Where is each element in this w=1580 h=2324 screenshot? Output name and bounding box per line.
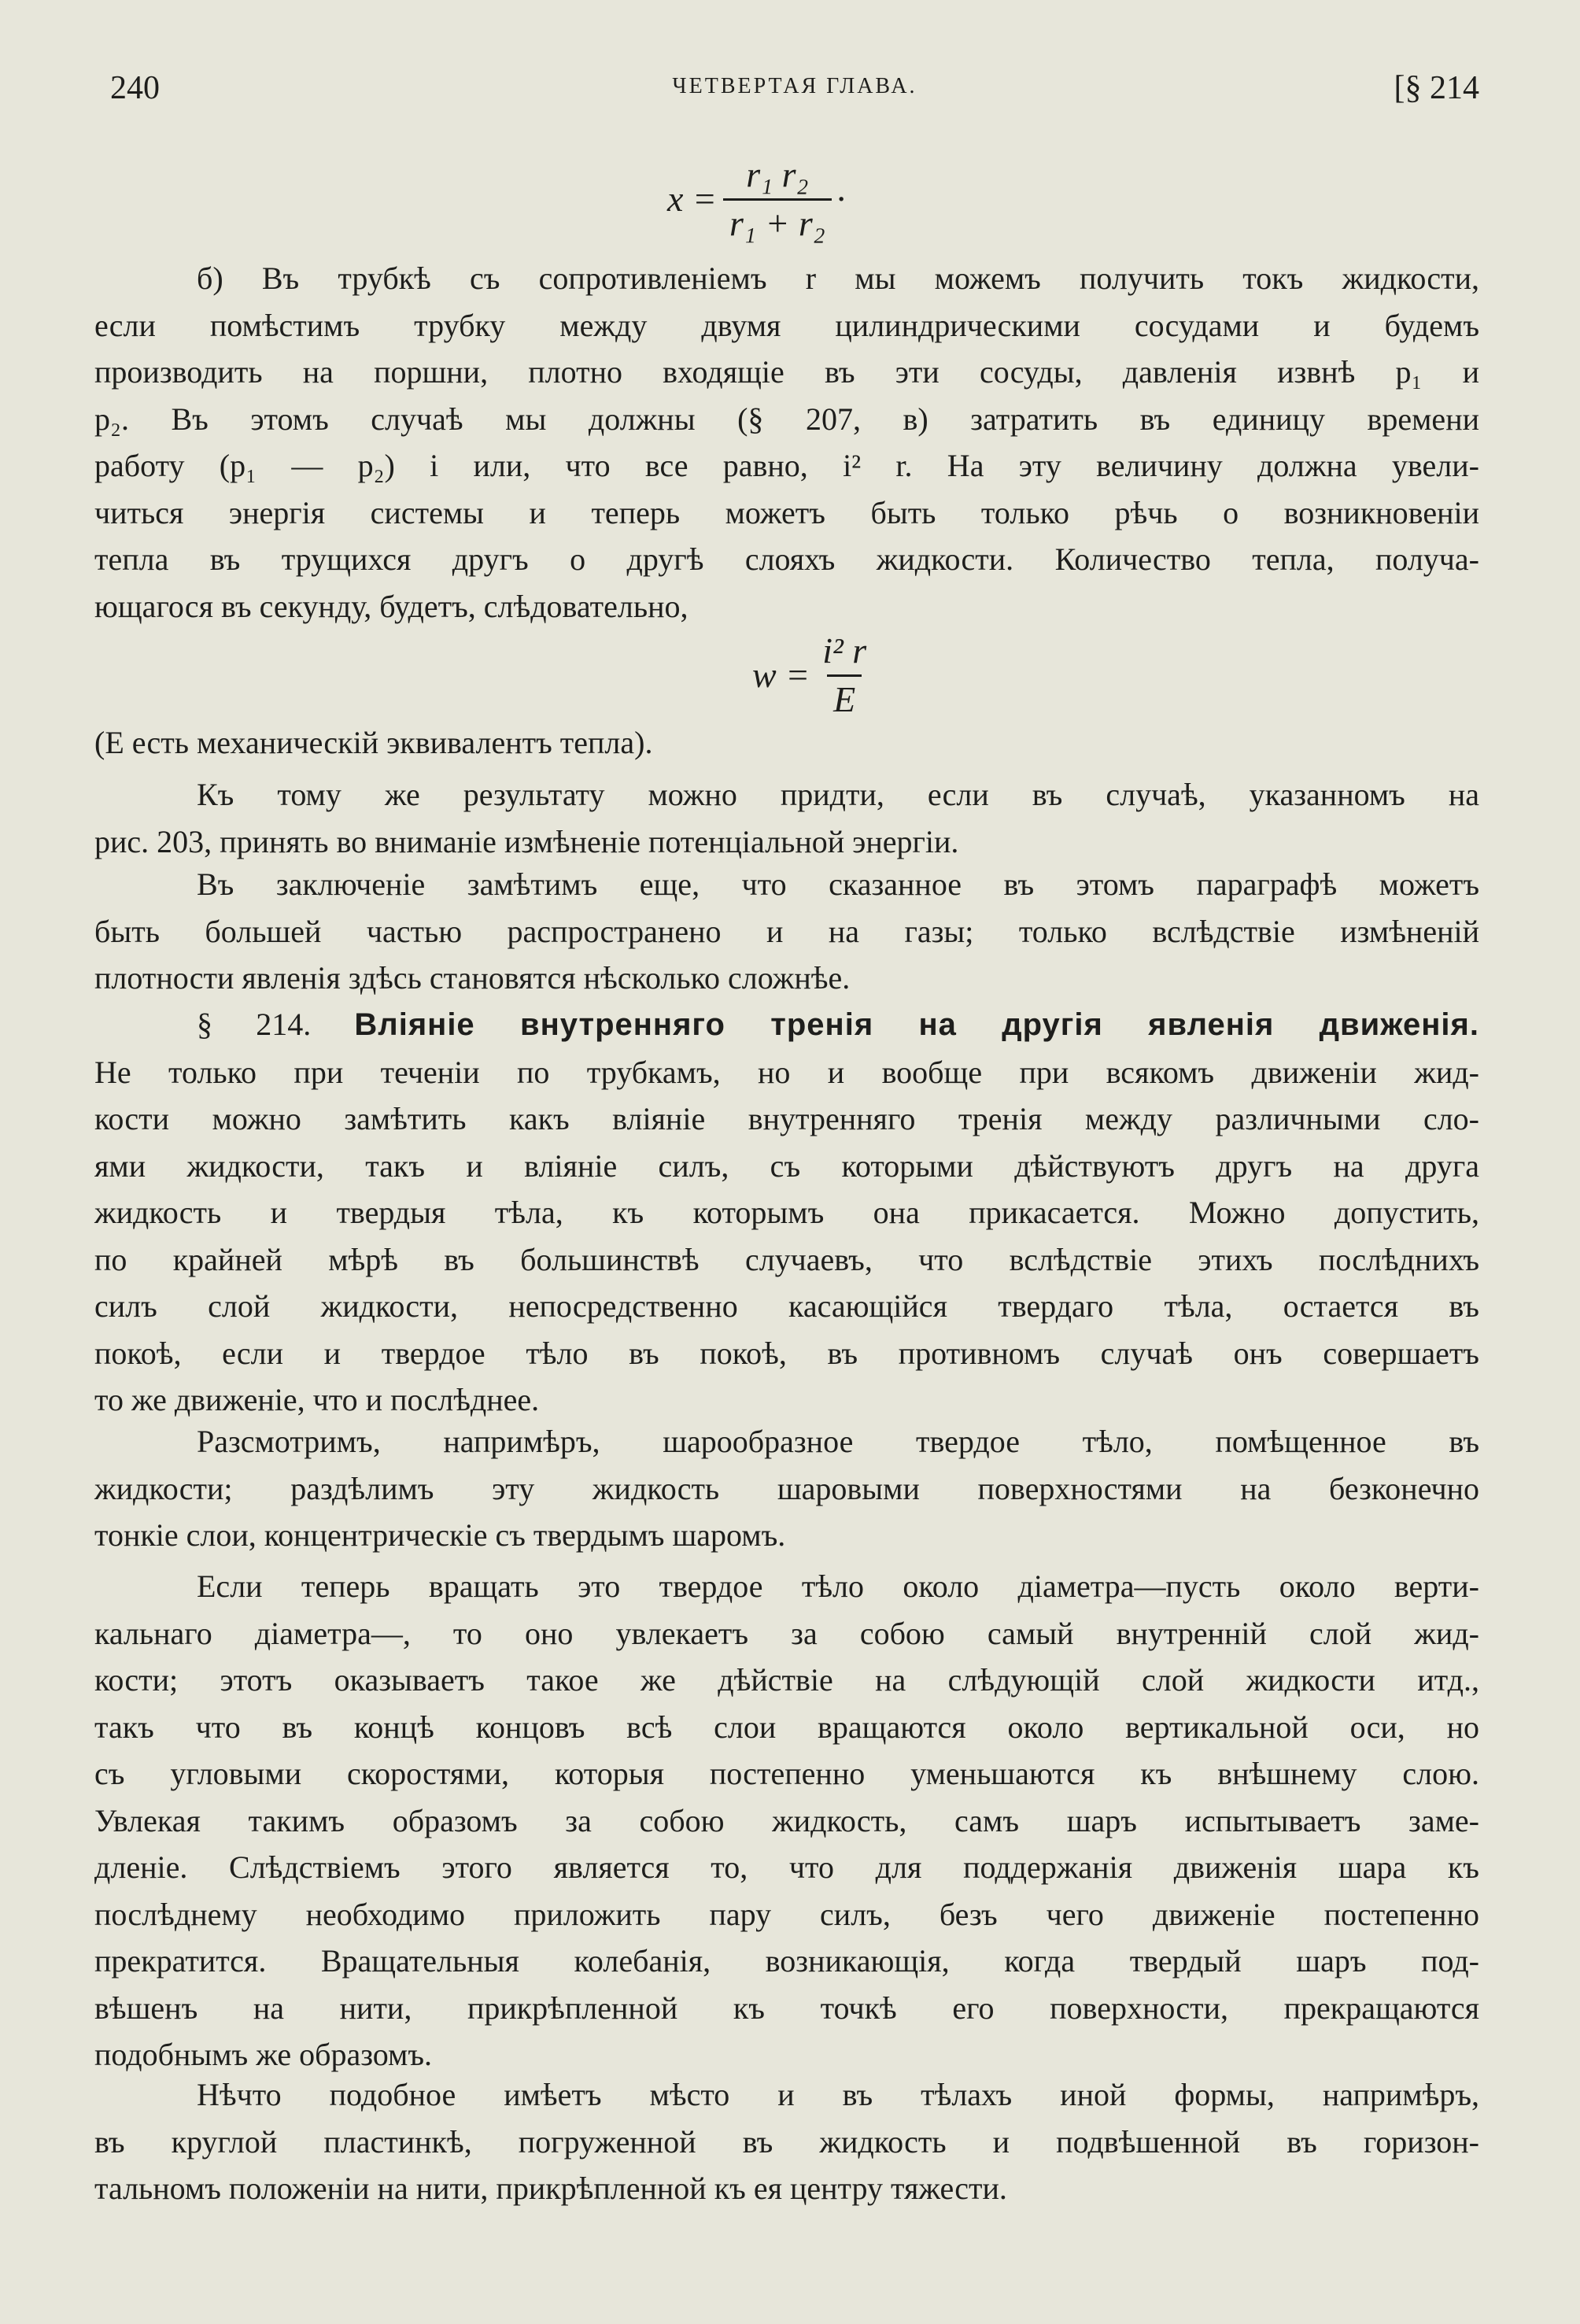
text-line: по крайней мѣрѣ въ большинствѣ случаевъ, что вслѣдствіе этихъ послѣднихъ [94, 1241, 1479, 1277]
text-line: Нѣчто подобное имѣетъ мѣсто и въ тѣлахъ иной формы, напримѣръ, [197, 2077, 1479, 2112]
text-line: то же движеніе, что и послѣднее. [94, 1382, 540, 1417]
text-line: вѣшенъ на нити, прикрѣпленной къ точкѣ его поверхности, прекращаются [94, 1990, 1479, 2026]
text-line: тепла въ трущихся другъ о другѣ слояхъ жидкости. Количество тепла, получа- [94, 541, 1479, 577]
text-line: тальномъ положеніи на нити, прикрѣпленной къ ея центру тяжести. [94, 2171, 1007, 2206]
running-header [110, 69, 1479, 116]
formula-denominator: E [827, 674, 862, 720]
text-line: Увлекая такимъ образомъ за собою жидкость, самъ шаръ испытываетъ заме- [94, 1802, 1479, 1838]
text-line: производить на поршни, плотно входящіе въ эти сосуды, давленія извнѣ p₁ и [94, 354, 1479, 390]
formula-lhs: x = [667, 179, 717, 219]
text-line: (E есть механическій эквивалентъ тепла). [94, 725, 653, 760]
text-line: подобнымъ же образомъ. [94, 2037, 433, 2072]
text-line: рис. 203, принять во вниманіе измѣненіе потенціальной энергіи. [94, 823, 959, 859]
text-line: съ угловыми скоростями, которыя постепенно уменьшаются къ внѣшнему слою. [94, 1756, 1479, 1791]
text-line: читься энергія системы и теперь можетъ быть только рѣчь о возникновеніи [94, 494, 1479, 530]
formula-numerator: i² r [822, 630, 867, 671]
paragraph-z [94, 861, 1479, 1002]
text-line: послѣднему необходимо приложить пару силъ, безъ чего движеніе постепенно [94, 1896, 1479, 1932]
text-line: ющагося въ секунду, будетъ, слѣдовательно, [94, 588, 688, 624]
text-line: Къ тому же результату можно придти, если въ случаѣ, указанномъ на [197, 777, 1479, 812]
formula-fraction [816, 630, 873, 720]
formula-lhs: w = [752, 655, 810, 695]
formula-w [752, 630, 873, 720]
paragraph-nechto [94, 2071, 1479, 2212]
text-line: работу (p₁ — p₂) i или, что все равно, i² r. На эту величину должна увели- [94, 448, 1479, 483]
formula-numerator: r₁ r₂ [746, 154, 809, 194]
text-line: силъ слой жидкости, непосредственно касающійся твердаго тѣла, остается въ [94, 1288, 1479, 1324]
formula-denominator: r₁ + r₂ [723, 198, 832, 244]
formula-x [667, 153, 845, 244]
text-line: плотности явленія здѣсь становятся нѣсколько сложнѣе. [94, 960, 851, 996]
text-line: если помѣстимъ трубку между двумя цилиндрическими сосудами и будемъ [94, 307, 1479, 343]
text-line: Въ заключеніе замѣтимъ еще, что сказанное въ этомъ параграфѣ можетъ [197, 866, 1479, 902]
section-heading-line [94, 1001, 1479, 1049]
text-line: Разсмотримъ, напримѣръ, шарообразное твердое тѣло, помѣщенное въ [197, 1424, 1479, 1459]
text-line: прекратится. Вращательныя колебанія, возникающія, когда твердый шаръ под- [94, 1943, 1479, 1979]
section-reference: [§ 214 [1394, 70, 1479, 106]
section-214 [94, 1001, 1479, 1424]
chapter-title: ЧЕТВЕРТАЯ ГЛАВА. [672, 74, 917, 98]
text-line: тонкіе слои, концентрическіе съ твердымъ шаромъ. [94, 1517, 786, 1553]
text-line: такъ что въ концѣ концовъ всѣ слои вращаются около вертикальной оси, но [94, 1709, 1479, 1745]
text-line: Не только при теченіи по трубкамъ, но и вообще при всякомъ движеніи жид- [94, 1054, 1479, 1090]
formula-fraction [723, 153, 832, 244]
text-line: кости; этотъ оказываетъ такое же дѣйствіе на слѣдующій слой жидкости итд., [94, 1662, 1479, 1698]
text-line: ями жидкости, такъ и вліяніе силъ, съ которыми дѣйствуютъ другъ на друга [94, 1147, 1479, 1184]
formula-trail: · [836, 179, 846, 219]
paragraph-esli [94, 1563, 1479, 2078]
paragraph-razsmotrim [94, 1418, 1479, 1559]
paragraph-k [94, 771, 1479, 865]
paragraph-b [94, 255, 1479, 630]
section-number: § 214. [197, 1007, 312, 1042]
text-line: б) Въ трубкѣ съ сопротивленіемъ r мы можемъ получить токъ жидкости, [197, 260, 1479, 296]
text-line: быть большей частью распространено и на газы; только вслѣдствіе измѣненій [94, 913, 1479, 949]
text-line: жидкости; раздѣлимъ эту жидкость шаровыми поверхностями на безконечно [94, 1470, 1479, 1506]
text-line: дленіе. Слѣдствіемъ этого является то, что для поддержанія движенія шара къ [94, 1849, 1479, 1885]
text-line: въ круглой пластинкѣ, погруженной въ жидкость и подвѣшенной въ горизон- [94, 2123, 1479, 2160]
text-line: покоѣ, если и твердое тѣло въ покоѣ, въ противномъ случаѣ онъ совершаетъ [94, 1335, 1479, 1371]
page-number: 240 [110, 70, 160, 106]
text-line: кальнаго діаметра—, то оно увлекаетъ за собою самый внутренній слой жид- [94, 1615, 1479, 1651]
text-line: кости можно замѣтить какъ вліяніе внутренняго тренія между различными сло- [94, 1101, 1479, 1136]
text-line: жидкость и твердыя тѣла, къ которымъ она прикасается. Можно допустить, [94, 1195, 1479, 1230]
paragraph-e [94, 719, 1479, 767]
text-line: Если теперь вращать это твердое тѣло около діаметра—пусть около верти- [197, 1568, 1479, 1604]
text-line: p₂. Въ этомъ случаѣ мы должны (§ 207, в) затратить въ единицу времени [94, 401, 1479, 437]
section-title: Вліяніе внутренняго тренія на другія явленія движенія. [354, 1007, 1479, 1042]
